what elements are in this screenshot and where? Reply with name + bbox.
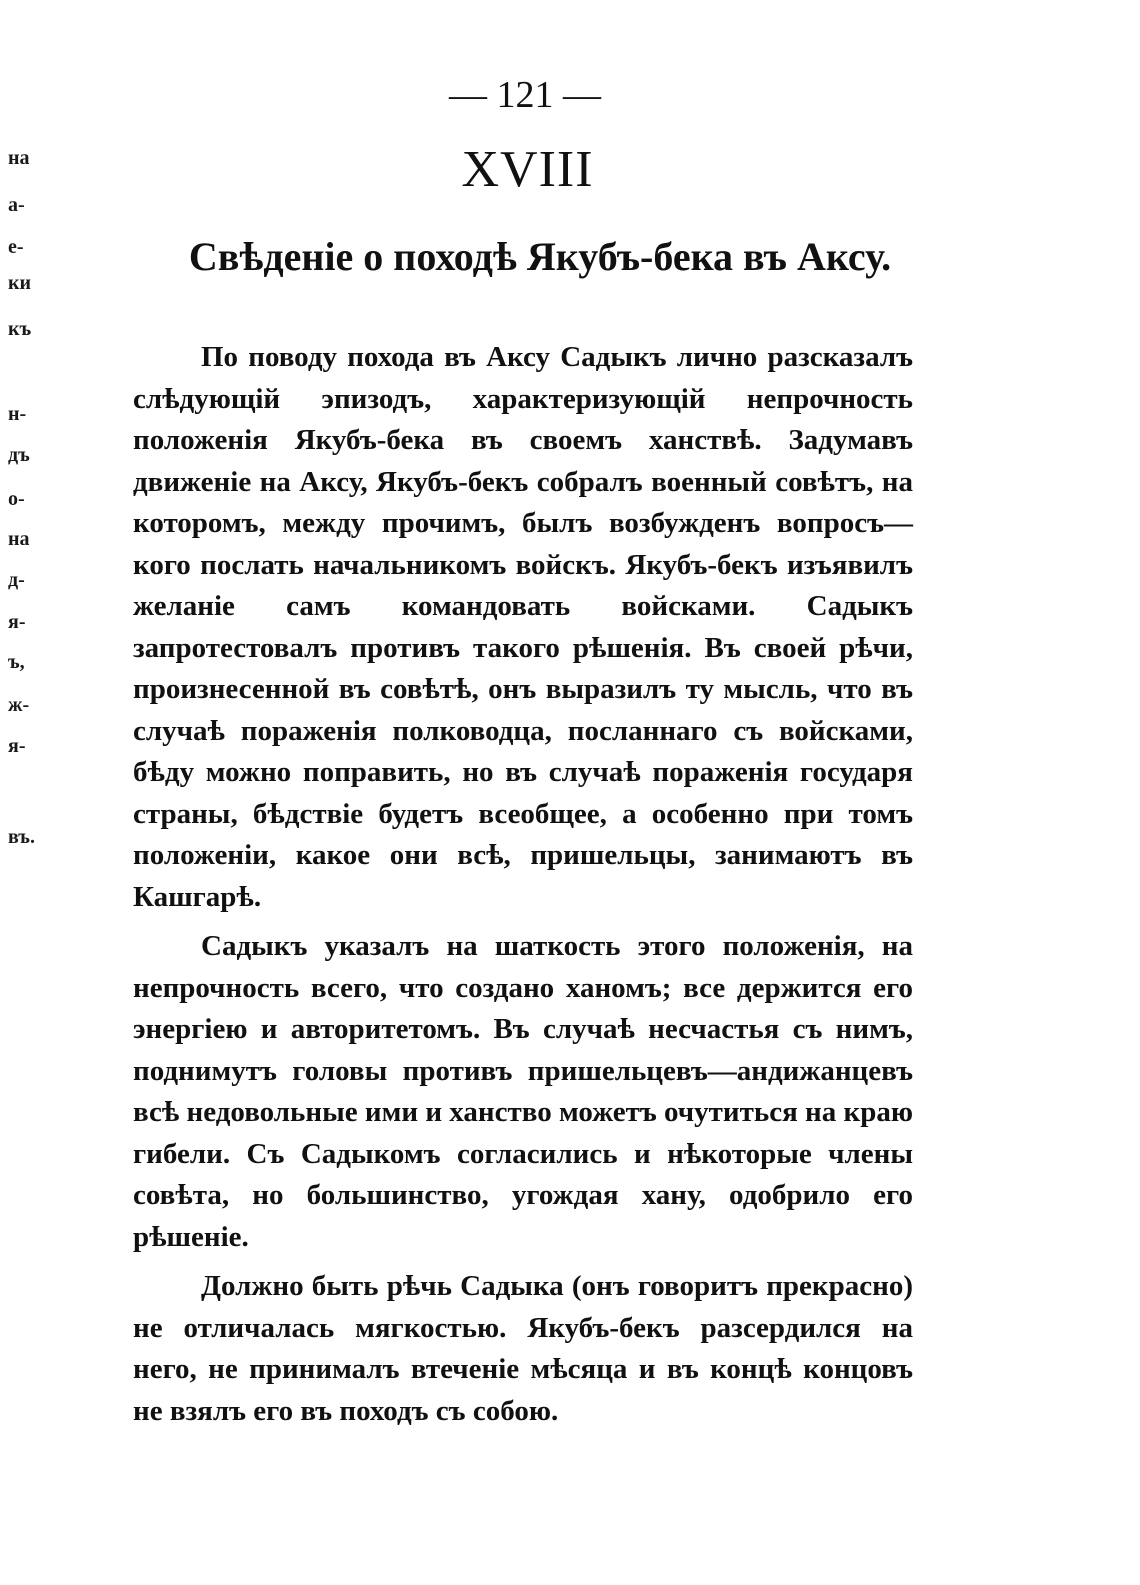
margin-fragment: я- <box>8 611 26 633</box>
margin-fragment: н- <box>8 403 27 425</box>
margin-fragment: а- <box>8 194 25 216</box>
margin-fragment: ж- <box>8 694 30 716</box>
margin-fragment: дъ <box>8 444 30 466</box>
margin-fragment: ки <box>8 272 32 294</box>
margin-fragment: д- <box>8 569 25 591</box>
chapter-title: Свѣденіе о походѣ Якубъ-бека въ Аксу. <box>188 234 892 279</box>
page-number: — 121 — <box>449 74 601 116</box>
paragraph: Садыкъ указалъ на шаткость этого положенія, на непрочность всего, что создано ханомъ; все держится его энергіею и авторитетомъ. Въ случаѣ несчастья съ нимъ, поднимутъ головы противъ пришельцевъ—андижанцевъ всѣ недовольные ими и ханство можетъ очутиться на краю гибели. Съ Садыкомъ согласились и нѣкоторые члены совѣта, но большинство, угождая хану, одобрило его рѣшеніе. <box>133 930 913 1253</box>
paragraph: По поводу похода въ Аксу Садыкъ лично разсказалъ слѣдующій эпизодъ, характеризующій непрочность положенія Якубъ-бека въ своемъ ханствѣ. Задумавъ движеніе на Аксу, Якубъ-бекъ собралъ военный совѣтъ, на которомъ, между прочимъ, былъ возбужденъ вопросъ—кого послать начальникомъ войскъ. Якубъ-бекъ изъявилъ желаніе самъ командовать войсками. Садыкъ запротестовалъ противъ такого рѣшенія. Въ своей рѣчи, произнесенной въ совѣтѣ, онъ выразилъ ту мысль, что въ случаѣ пораженія полководца, посланнаго съ войсками, бѣду можно поправить, но въ случаѣ пораженія государя страны, бѣдствіе будетъ всеобщее, а особенно при томъ положеніи, какое они всѣ, пришельцы, занимаютъ въ Кашгарѣ. <box>133 341 913 913</box>
margin-fragment: на <box>8 528 30 550</box>
margin-fragment: е- <box>8 236 24 258</box>
body-text <box>133 337 913 1440</box>
margin-fragment: на <box>8 147 30 169</box>
margin-fragment: ъ, <box>8 651 25 673</box>
chapter-numeral: XVIII <box>461 141 594 198</box>
margin-fragment: я- <box>8 735 26 757</box>
margin-fragment: о- <box>8 488 25 510</box>
margin-fragment: къ <box>8 318 32 340</box>
paragraph: Должно быть рѣчь Садыка (онъ говоритъ прекрасно) не отличалась мягкостью. Якубъ-бекъ разсердился на него, не принималъ втеченіе мѣсяца и въ концѣ концовъ не взялъ его въ походъ съ собою. <box>133 1270 913 1427</box>
margin-fragment: въ. <box>8 826 35 848</box>
